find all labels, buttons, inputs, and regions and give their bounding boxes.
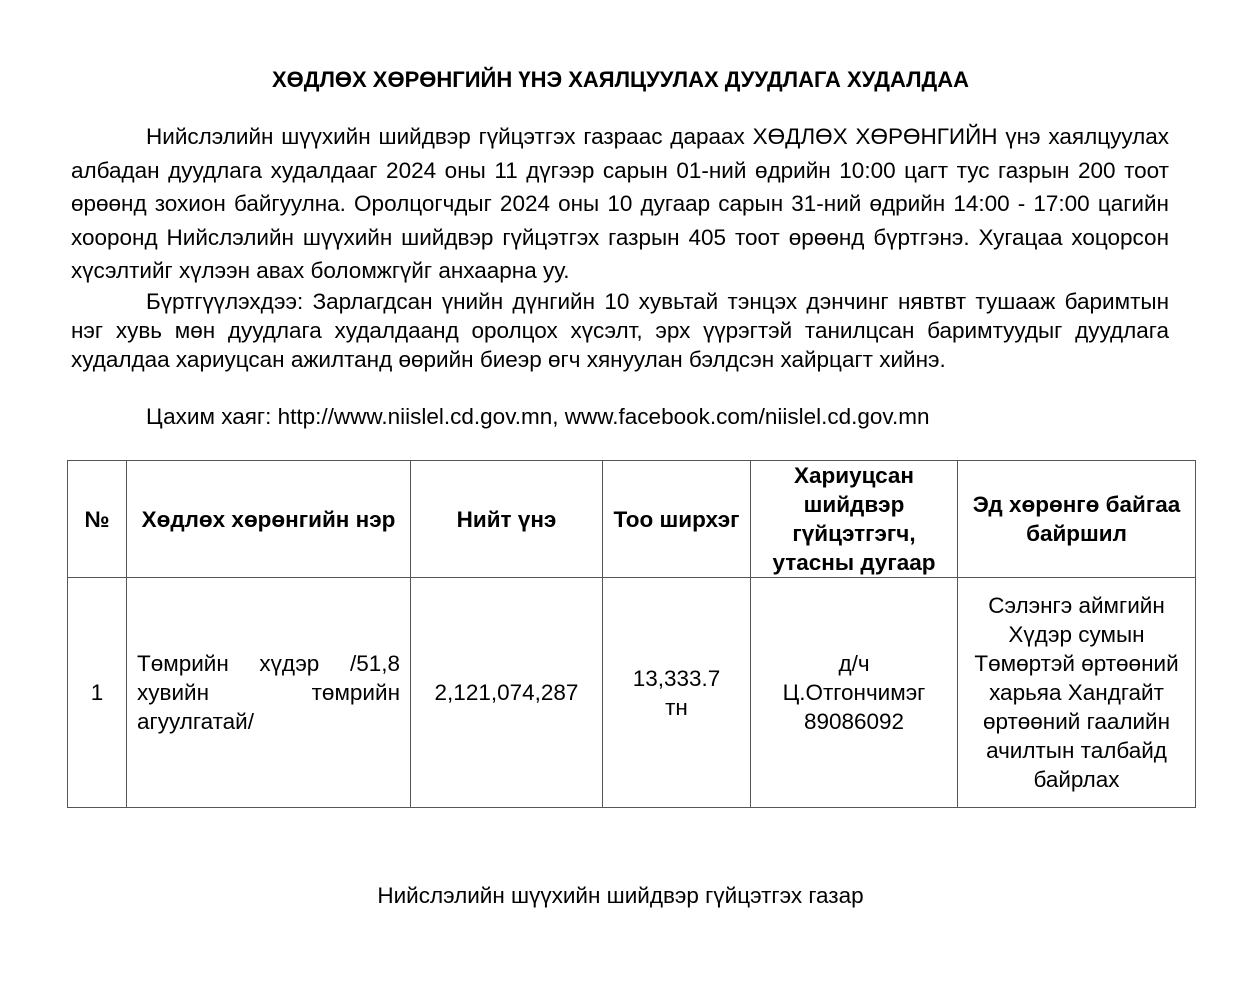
- header-quantity: Тоо ширхэг: [603, 461, 751, 578]
- cell-location: Сэлэнгэ аймгийн Хүдэр сумын Төмөртэй өртөөний харьяа Хандгайт өртөөний гаалийн ачилтын талбайд байрлах: [958, 578, 1196, 808]
- officer-phone: 89086092: [803, 709, 905, 734]
- auction-announcement-paragraph: Нийслэлийн шүүхийн шийдвэр гүйцэтгэх газраас дараах ХӨДЛӨХ ХӨРӨНГИЙН үнэ хаялцуулах албадан дуудлага худалдааг 2024 оны 11 дүгээр сарын 01-ний өдрийн 10:00 цагт тус газрын 200 тоот өрөөнд зохион байгуулна. Оролцогчдыг 2024 оны 10 дугаар сарын 31-ний өдрийн 14:00 - 17:00 цагийн хооронд Нийслэлийн шүүхийн шийдвэр гүйцэтгэх газрын 405 тоот өрөөнд бүртгэнэ. Хугацаа хоцорсон хүсэлтийг хүлээн авах боломжгүйг анхаарна уу.: [71, 124, 1169, 283]
- header-number: №: [68, 461, 127, 578]
- header-asset-name: Хөдлөх хөрөнгийн нэр: [127, 461, 411, 578]
- officer-name: Ц.Отгончимэг: [782, 680, 926, 705]
- header-total-price: Нийт үнэ: [411, 461, 603, 578]
- table-row: [68, 578, 1196, 808]
- quantity-value: 13,333.7: [632, 665, 721, 691]
- registration-instructions-paragraph: Бүртгүүлэхдээ: Зарлагдсан үнийн дүнгийн 10 хувьтай тэнцэх дэнчинг нявтвт тушааж баримтын нэг хувь мөн дуудлага худалдаанд оролцох хүсэлт, эрх үүрэгтэй танилцсан баримтуудыг дуудлага худалдаа хариуцсан ажилтанд өөрийн биеэр өгч хянуулан бэлдсэн хайрцагт хийнэ.: [71, 289, 1169, 372]
- cell-asset-name: Төмрийн хүдэр /51,8 хувийн төмрийн агуулгатай/: [127, 578, 411, 808]
- cell-total-price: 2,121,074,287: [411, 578, 603, 808]
- issuing-authority-signature: Нийслэлийн шүүхийн шийдвэр гүйцэтгэх газар: [377, 883, 864, 908]
- header-location: Эд хөрөнгө байгаа байршил: [958, 461, 1196, 578]
- table-header-row: [68, 461, 1196, 578]
- cell-officer: [751, 578, 958, 808]
- website-links-paragraph: Цахим хаяг: http://www.niislel.cd.gov.mn, www.facebook.com/niislel.cd.gov.mn: [146, 404, 930, 429]
- quantity-unit: тн: [665, 694, 688, 720]
- document-title: ХӨДЛӨХ ХӨРӨНГИЙН ҮНЭ ХАЯЛЦУУЛАХ ДУУДЛАГА ХУДАЛДАА: [272, 67, 969, 92]
- cell-number: 1: [68, 578, 127, 808]
- cell-quantity: [603, 578, 751, 808]
- header-officer: Хариуцсан шийдвэр гүйцэтгэгч, утасны дугаар: [751, 461, 958, 578]
- officer-title: д/ч: [838, 651, 870, 676]
- asset-table: [67, 460, 1196, 808]
